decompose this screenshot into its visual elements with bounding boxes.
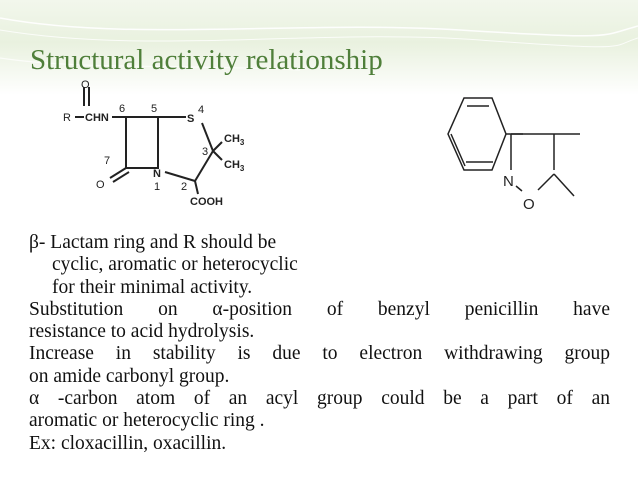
body-line-2: cyclic, aromatic or heterocyclic [52,254,298,276]
position-1-label: 1 [154,181,161,193]
ch3-top-label: $CH_3$ [224,133,245,147]
r-group-label: R [63,112,71,124]
body-line-3: for their minimal activity. [52,276,253,298]
position-5-label: 5 [151,103,158,115]
body-line-1: β- Lactam ring and R should be [29,232,277,253]
body-line-10: Ex: cloxacillin, oxacillin. [29,432,227,454]
beta-lactam-ring [126,117,158,168]
position-7-label: 7 [104,155,111,167]
benzene-ring [448,98,506,170]
position-3-label: 3 [202,146,209,158]
slide-title: Structural activity relationship [30,44,383,76]
body-line-4: Substitution on α-position of benzyl penicillin have [29,298,610,320]
cooh-label: COOH [190,196,223,208]
body-line-6: Increase in stability is due to electron withdrawing group [29,343,610,365]
body-line-8: α -carbon atom of an acyl group could be a part of an [29,388,610,410]
slide-body [29,232,610,455]
body-line-5: resistance to acid hydrolysis. [29,321,255,343]
position-4-label: 4 [198,104,205,116]
isoxazolyl-structure [418,86,598,226]
isoxazole-o-label: O [523,196,535,213]
position-6-label: 6 [119,103,126,115]
ch3-bottom-label: $CH_3$ [224,159,245,173]
body-line-9: aromatic or heterocyclic ring . [29,410,265,432]
penicillin-structure [40,76,290,226]
position-2-label: 2 [181,181,188,193]
carbonyl-o-label: O [81,79,90,91]
amide-nh-label: CHN [85,112,109,124]
ring-o-label: O [96,179,105,191]
isoxazole-n-label: N [503,173,514,190]
body-line-7: on amide carbonyl group. [29,365,230,387]
sulfur-label: S [187,113,195,125]
nitrogen-label: N [153,168,161,180]
